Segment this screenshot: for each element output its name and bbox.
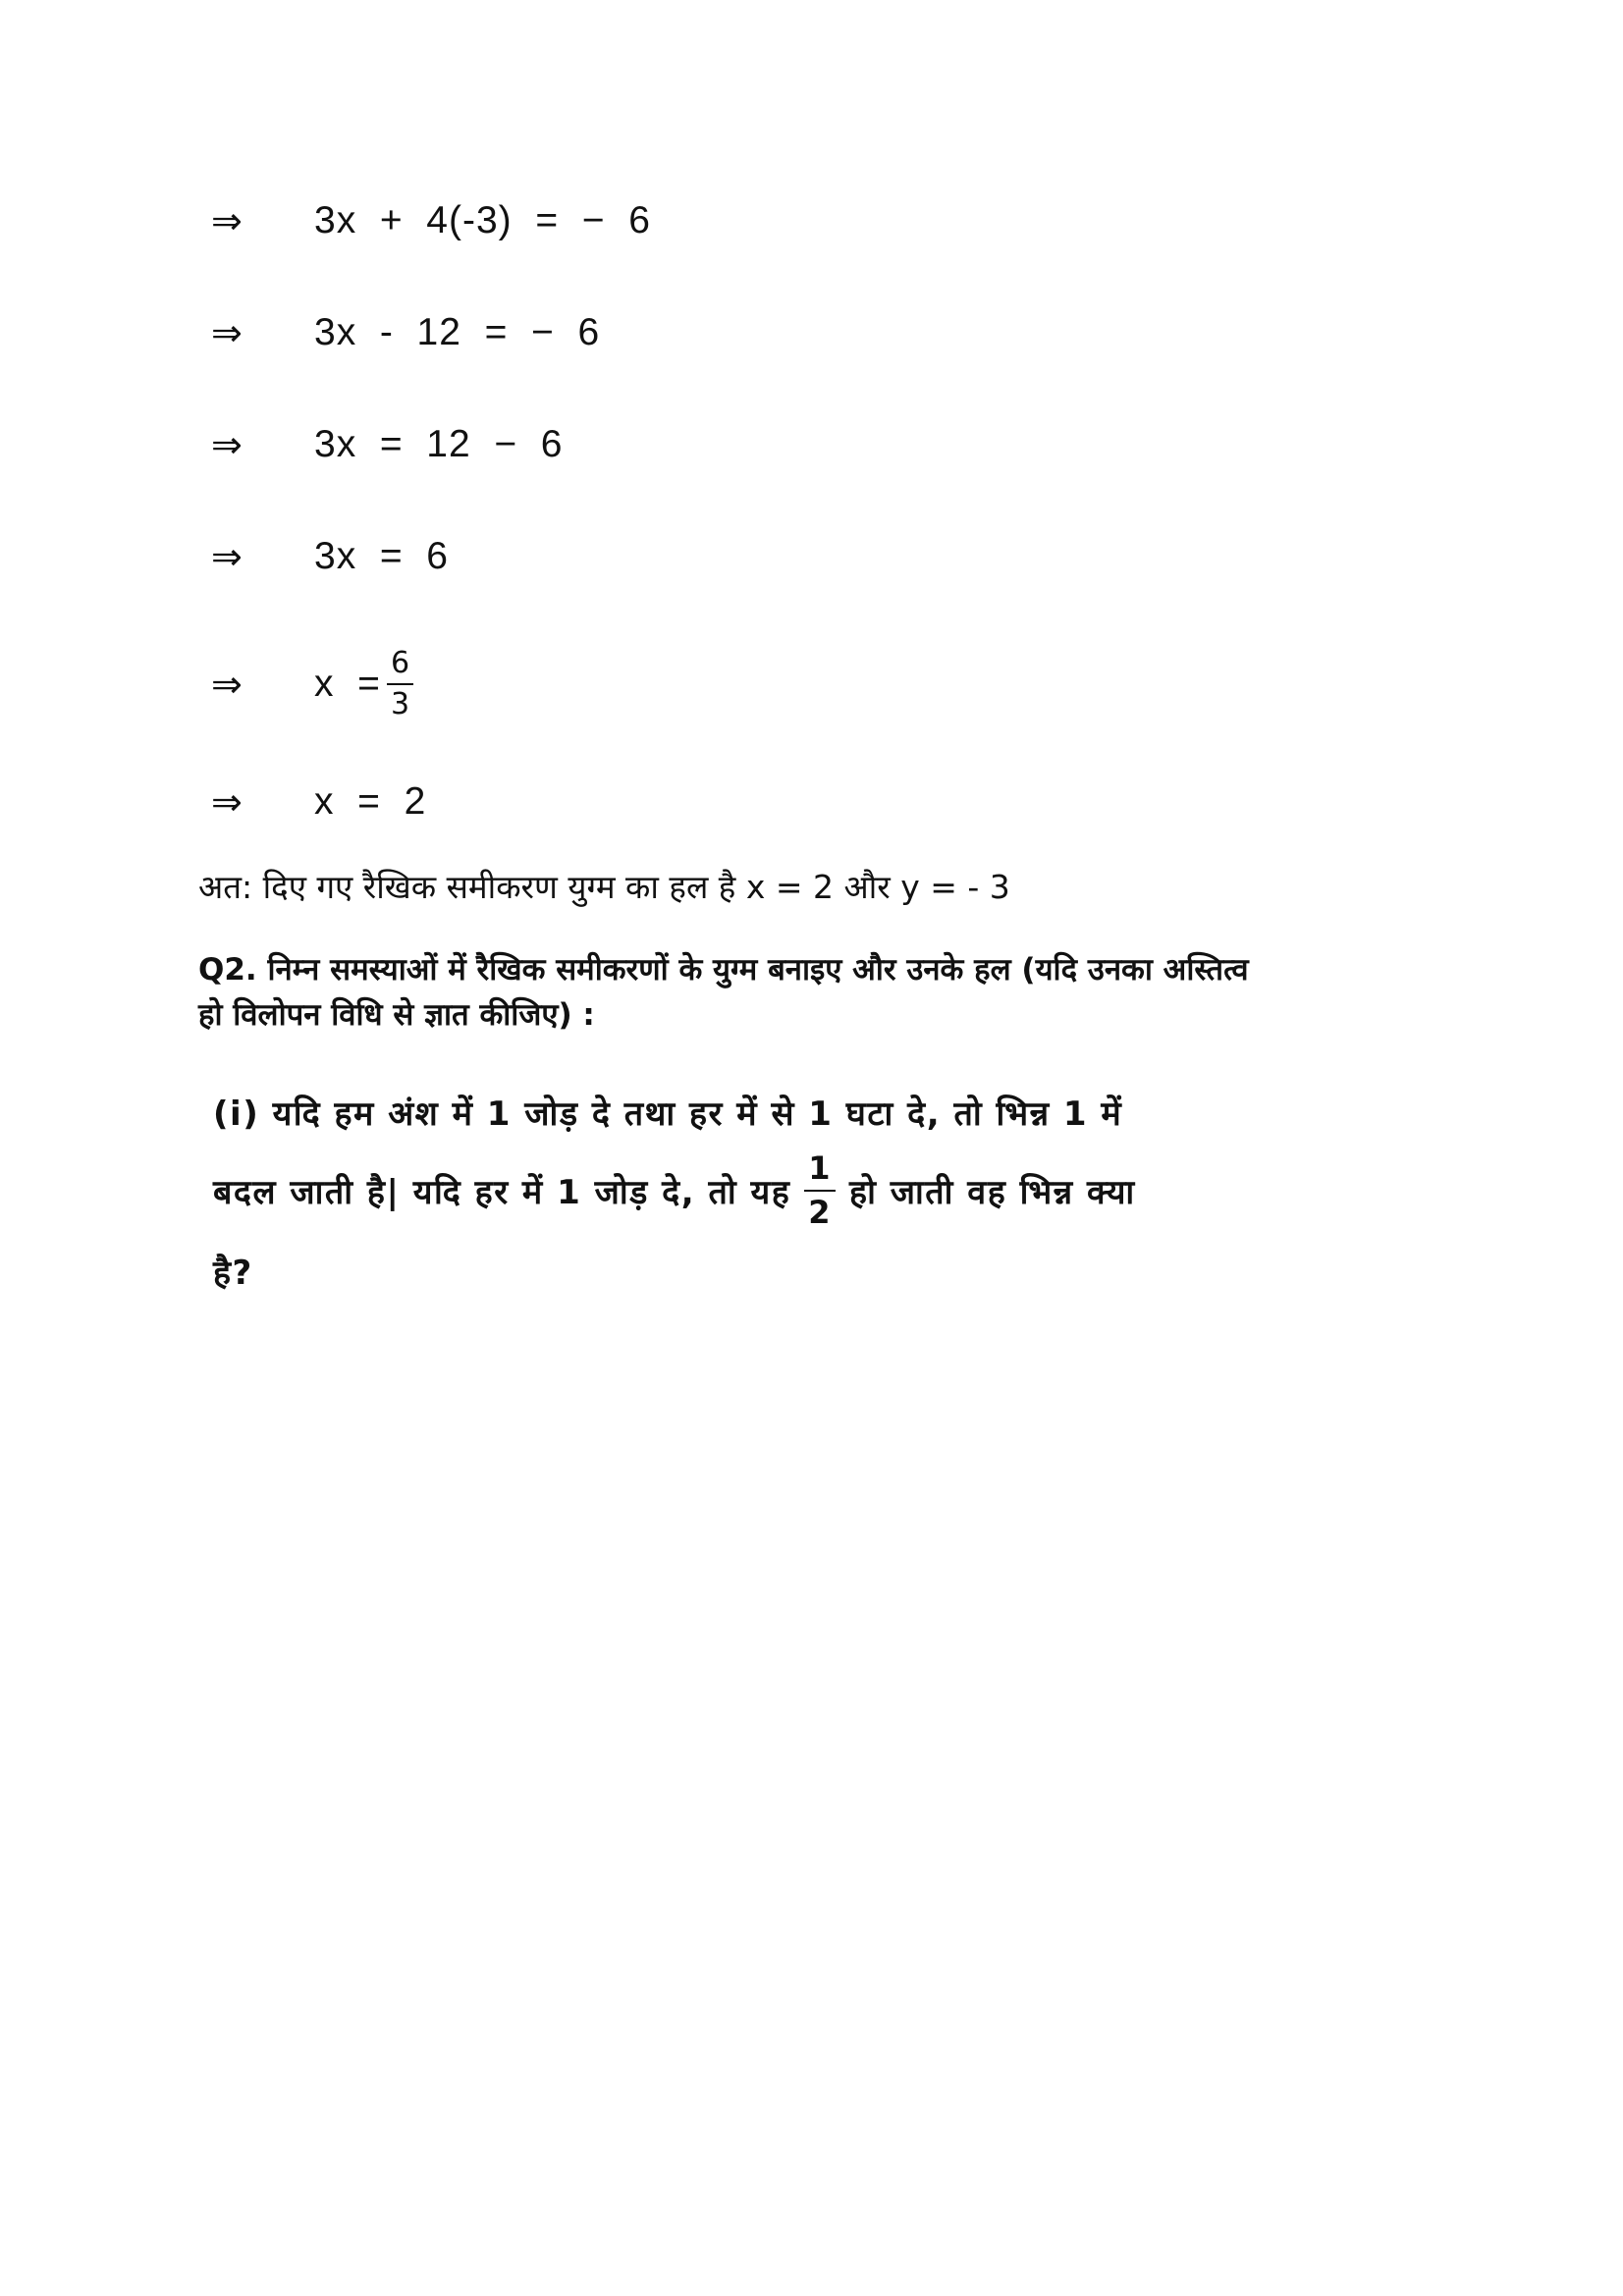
step-6: [211, 758, 426, 846]
step-expression: 3x = 12 − 6: [314, 423, 564, 465]
fraction-denominator: 2: [808, 1193, 833, 1231]
question-2-line-2: हो विलोपन विधि से ज्ञात कीजिए) :: [198, 997, 595, 1033]
solution-conclusion: अत: दिए गए रैखिक समीकरण युग्म का हल है x = 2 और y = - 3: [198, 868, 1010, 906]
fraction-numerator: 6: [387, 647, 413, 686]
part-i-line-1: (i) यदि हम अंश में 1 जोड़ दे तथा हर में से 1 घटा दे, तो भिन्न 1 में: [213, 1095, 1123, 1134]
step-expression: 3x = 6: [314, 535, 449, 577]
fraction-denominator: 3: [390, 687, 410, 721]
step-expression: 3x + 4(-3) = − 6: [314, 199, 651, 241]
implies-arrow: ⇒: [211, 780, 243, 824]
implies-arrow: ⇒: [211, 535, 243, 578]
implies-arrow: ⇒: [211, 423, 243, 466]
step-1: [211, 177, 651, 265]
question-2-line-1: Q2. निम्न समस्याओं में रैखिक समीकरणों के युग्म बनाइए और उनके हल (यदि उनका अस्तित्व: [198, 952, 1249, 988]
fraction: [804, 1150, 836, 1231]
step-expression: x =: [314, 663, 381, 705]
implies-arrow: ⇒: [211, 663, 243, 706]
part-i-line-3: है?: [213, 1254, 253, 1293]
question-2: [198, 947, 1426, 1038]
step-expression: 3x - 12 = − 6: [314, 311, 601, 353]
part-i-line-2: [213, 1150, 1391, 1231]
step-4: [211, 512, 449, 601]
step-expression: x = 2: [314, 780, 427, 823]
step-2: [211, 289, 600, 377]
fraction: [387, 647, 413, 722]
step-3: [211, 400, 564, 489]
part-i-line-2-end: हो जाती वह भिन्न क्या: [849, 1172, 1136, 1212]
implies-arrow: ⇒: [211, 311, 243, 354]
part-i-line-2-start: बदल जाती है| यदि हर में 1 जोड़ दे, तो यह: [213, 1172, 791, 1212]
implies-arrow: ⇒: [211, 199, 243, 242]
fraction-numerator: 1: [804, 1150, 836, 1192]
step-5: [211, 640, 413, 728]
